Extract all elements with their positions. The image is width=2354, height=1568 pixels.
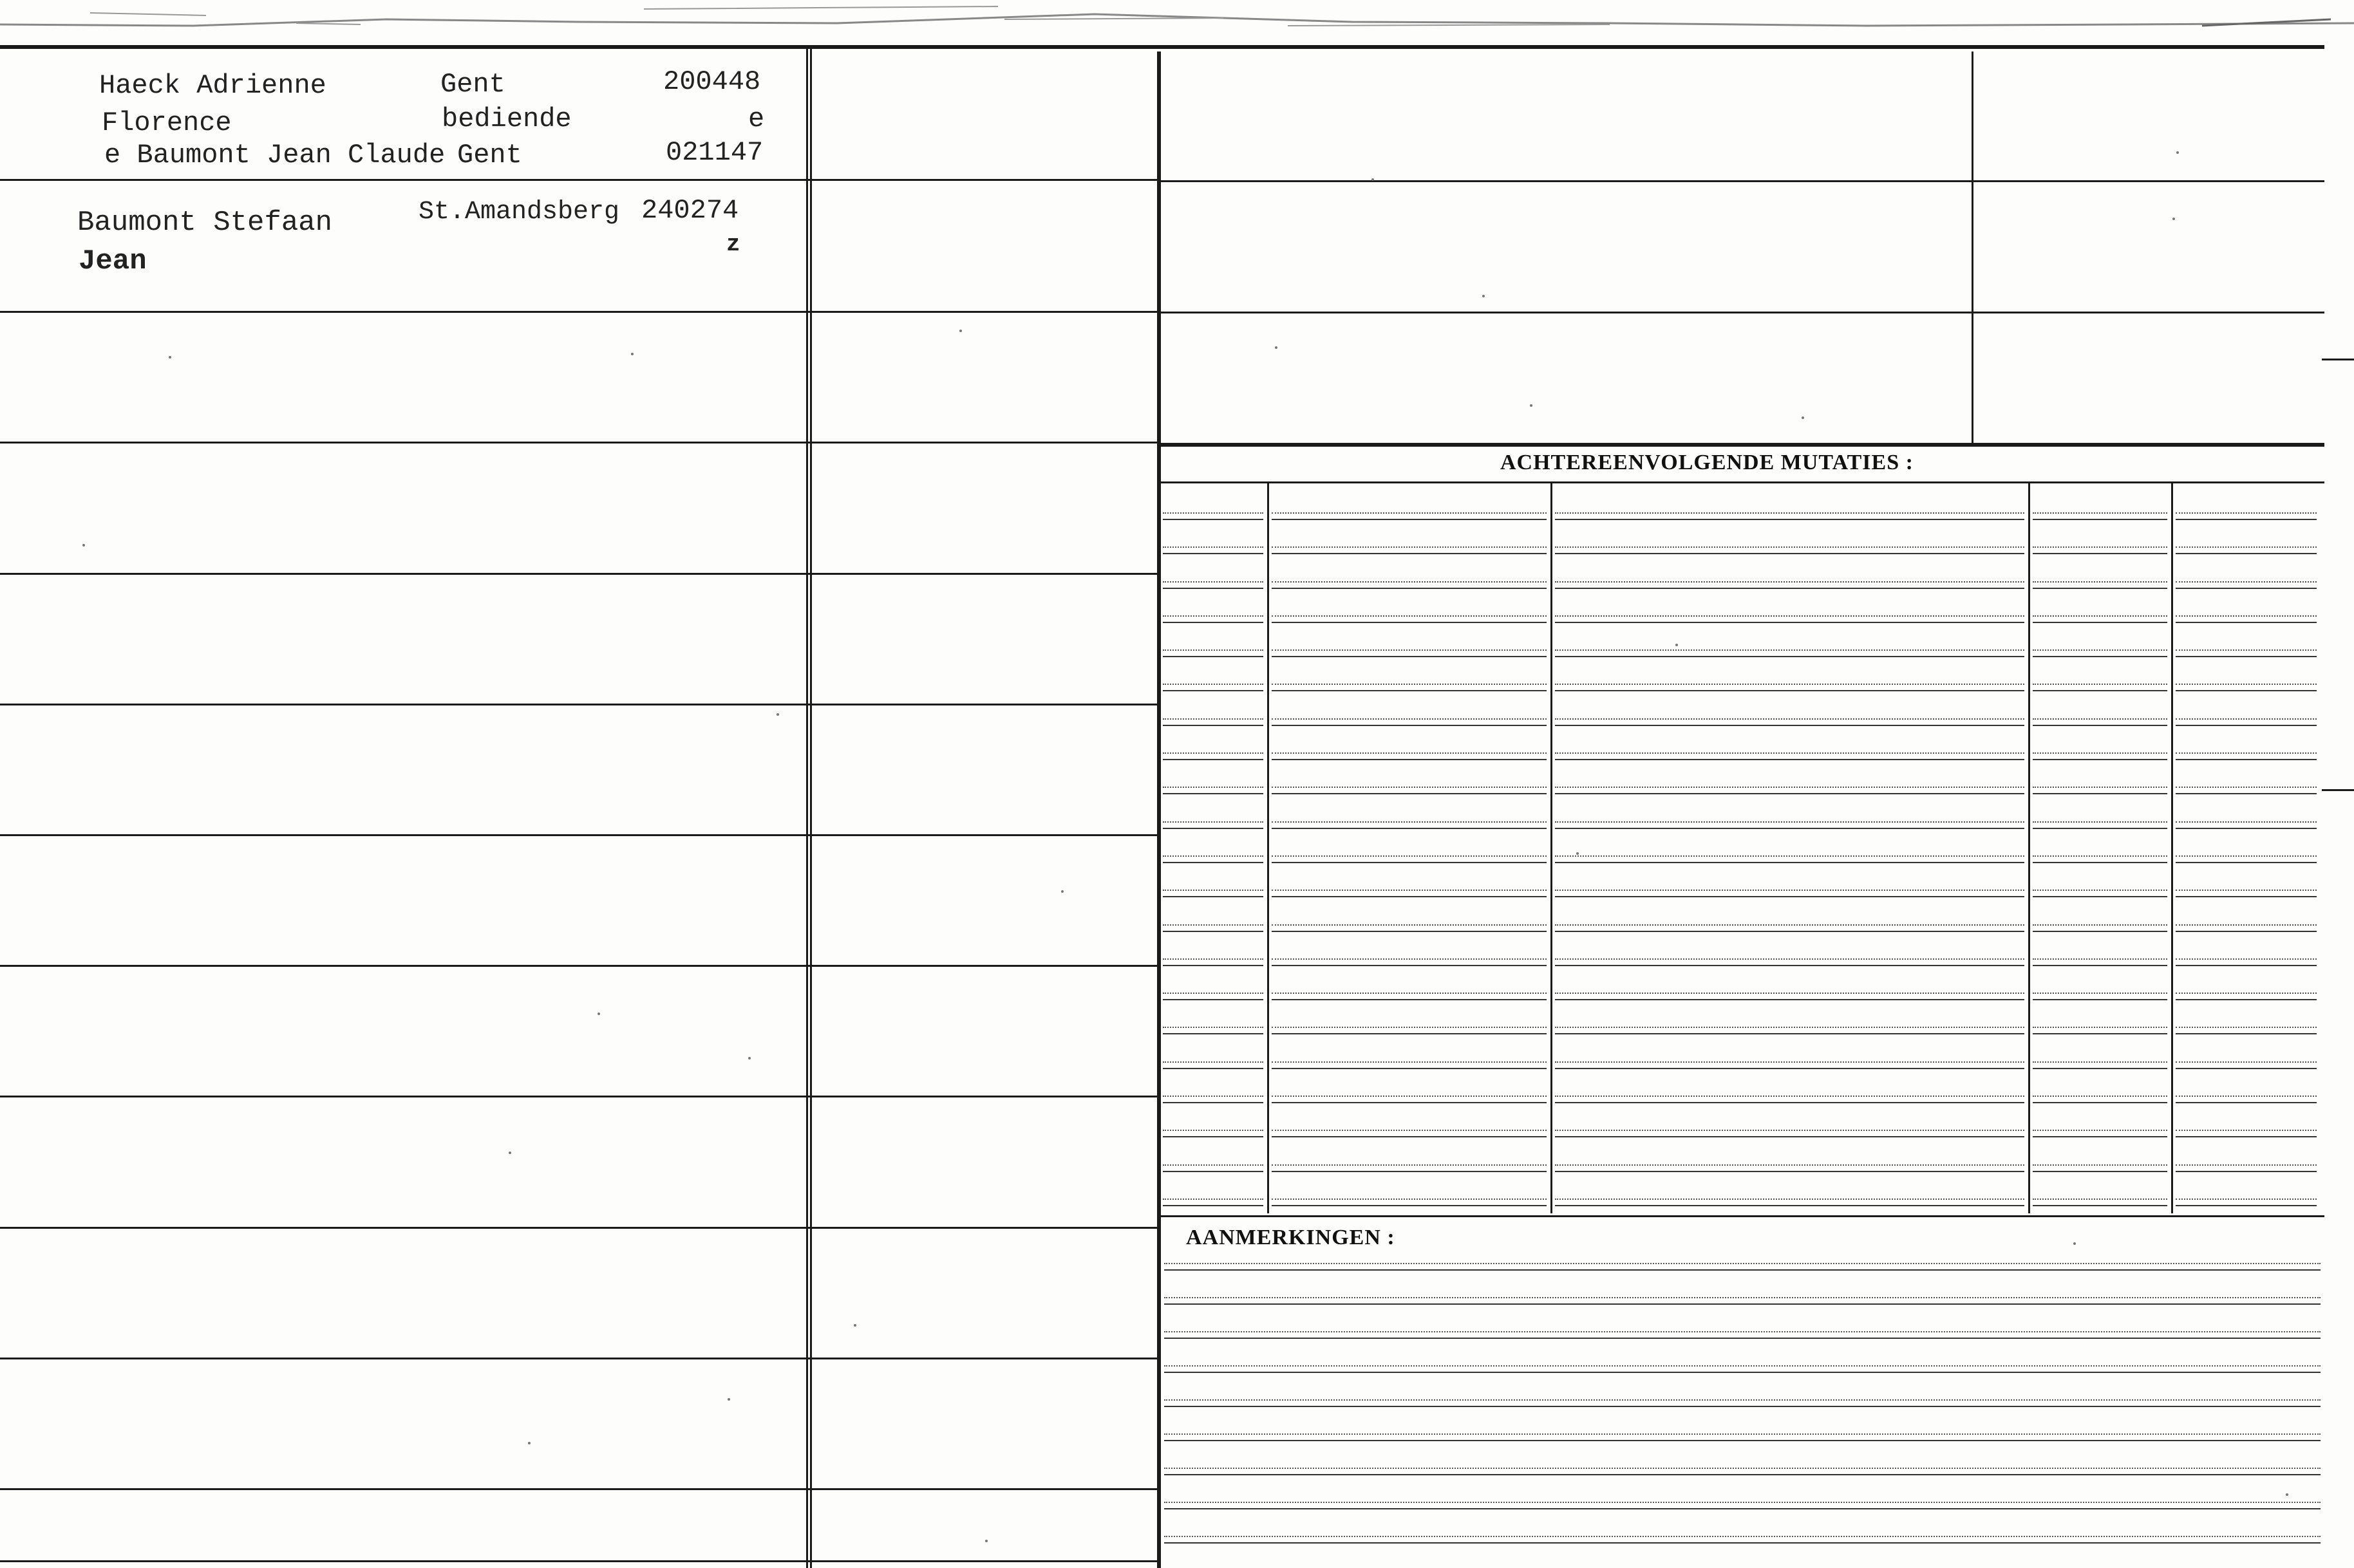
mutaties-ruled-line — [2176, 519, 2317, 520]
mutaties-ruled-line — [1163, 1068, 1263, 1069]
mutaties-dotted-line — [2033, 958, 2167, 960]
mutaties-ruled-line — [1555, 622, 2024, 623]
mutaties-ruled-line — [1163, 1171, 1263, 1172]
mutaties-dotted-line — [2033, 752, 2167, 754]
aanmerkingen-dotted-line — [1164, 1433, 2321, 1435]
mutaties-ruled-line — [1272, 519, 1547, 520]
mutaties-dotted-line — [1272, 615, 1547, 617]
row-rule — [0, 311, 1157, 313]
mutaties-dotted-line — [2033, 1199, 2167, 1200]
mutaties-dotted-line — [1555, 958, 2024, 960]
mutaties-dotted-line — [2176, 1199, 2317, 1200]
mutaties-dotted-line — [2176, 993, 2317, 994]
mutaties-ruled-line — [1163, 896, 1263, 897]
record-1-code-line-2: e — [748, 104, 765, 135]
mutaties-dotted-line — [2033, 1027, 2167, 1028]
record-1-place-line-1: Gent — [440, 69, 505, 100]
mutaties-ruled-line — [1555, 931, 2024, 932]
mutaties-dotted-line — [2033, 546, 2167, 548]
mutaties-dotted-line — [1272, 890, 1547, 891]
mutaties-bottom-rule — [1159, 1215, 2324, 1217]
right-row-rule — [1159, 312, 2324, 313]
mutaties-dotted-line — [2176, 1164, 2317, 1166]
scan-speck — [959, 330, 962, 332]
record-1-name-line-1: Haeck Adrienne — [99, 70, 326, 101]
mutaties-dotted-line — [1555, 821, 2024, 823]
mutaties-dotted-line — [2033, 787, 2167, 788]
mutaties-dotted-line — [2176, 546, 2317, 548]
mutaties-dotted-line — [2033, 1164, 2167, 1166]
mutaties-dotted-line — [1555, 649, 2024, 651]
aanmerkingen-dotted-line — [1164, 1468, 2321, 1469]
record-1-name-line-3: e Baumont Jean Claude — [104, 140, 446, 171]
aanmerkingen-ruled-line — [1164, 1508, 2321, 1509]
mutaties-ruled-line — [1163, 931, 1263, 932]
mutaties-dotted-line — [1163, 581, 1263, 583]
mutaties-dotted-line — [1272, 1164, 1547, 1166]
mutaties-dotted-line — [2176, 1096, 2317, 1097]
aanmerkingen-dotted-line — [1164, 1536, 2321, 1537]
scan-speck — [1530, 404, 1532, 407]
mutaties-ruled-line — [2176, 622, 2317, 623]
mutaties-dotted-line — [1163, 1061, 1263, 1063]
column-divider-3 — [1972, 51, 1973, 444]
row-rule — [0, 834, 1157, 836]
row-rule — [0, 1560, 1157, 1562]
scan-speck — [2172, 218, 2175, 220]
mutaties-ruled-line — [2176, 725, 2317, 726]
mutaties-ruled-line — [2176, 690, 2317, 691]
mutaties-dotted-line — [2176, 1130, 2317, 1131]
mutaties-dotted-line — [1163, 993, 1263, 994]
mutaties-ruled-line — [1163, 656, 1263, 657]
mutaties-dotted-line — [2176, 890, 2317, 891]
scan-speck — [1802, 416, 1804, 419]
scan-speck — [2073, 1242, 2076, 1245]
mutaties-dotted-line — [2033, 718, 2167, 720]
mutaties-dotted-line — [1272, 924, 1547, 926]
mutaties-ruled-line — [1163, 965, 1263, 966]
mutaties-ruled-line — [1555, 656, 2024, 657]
mutaties-dotted-line — [2033, 993, 2167, 994]
aanmerkingen-ruled-line — [1164, 1303, 2321, 1305]
mutaties-dotted-line — [2176, 958, 2317, 960]
mutaties-dotted-line — [1555, 1164, 2024, 1166]
mutaties-ruled-line — [2033, 1102, 2167, 1103]
scan-speck — [777, 713, 779, 716]
row-rule — [0, 179, 1157, 181]
scan-edge-artifact — [0, 0, 2354, 39]
mutaties-ruled-line — [1163, 999, 1263, 1000]
mutaties-ruled-line — [1555, 793, 2024, 794]
mutaties-ruled-line — [1272, 656, 1547, 657]
mutaties-ruled-line — [2033, 862, 2167, 863]
record-1-name-line-2: Florence — [102, 107, 232, 138]
record-2-place: St.Amandsberg — [419, 198, 620, 227]
record-1-code-line-1: 200448 — [663, 66, 761, 97]
mutaties-ruled-line — [2033, 1136, 2167, 1137]
mutaties-ruled-line — [1272, 965, 1547, 966]
mutaties-dotted-line — [1163, 649, 1263, 651]
mutaties-dotted-line — [2176, 1027, 2317, 1028]
mutaties-dotted-line — [1163, 958, 1263, 960]
aanmerkingen-dotted-line — [1164, 1502, 2321, 1503]
mutaties-ruled-line — [1555, 759, 2024, 760]
mutaties-dotted-line — [1272, 1096, 1547, 1097]
mutaties-ruled-line — [1163, 519, 1263, 520]
mutaties-ruled-line — [1555, 690, 2024, 691]
mutaties-ruled-line — [2176, 931, 2317, 932]
mutaties-ruled-line — [1555, 1171, 2024, 1172]
right-row-rule — [1159, 443, 2324, 447]
mutaties-dotted-line — [2033, 1096, 2167, 1097]
mutaties-ruled-line — [2033, 1068, 2167, 1069]
column-divider-2 — [1157, 51, 1161, 1568]
mutaties-col — [2171, 483, 2173, 1213]
mutaties-ruled-line — [2033, 965, 2167, 966]
mutaties-dotted-line — [1163, 855, 1263, 857]
mutaties-dotted-line — [2176, 684, 2317, 685]
mutaties-ruled-line — [1555, 965, 2024, 966]
mutaties-ruled-line — [2033, 656, 2167, 657]
mutaties-dotted-line — [1272, 855, 1547, 857]
mutaties-dotted-line — [1272, 684, 1547, 685]
mutaties-dotted-line — [1272, 546, 1547, 548]
scan-speck — [169, 356, 171, 359]
mutaties-ruled-line — [1555, 828, 2024, 829]
mutaties-ruled-line — [1272, 1136, 1547, 1137]
mutaties-dotted-line — [1555, 1061, 2024, 1063]
mutaties-dotted-line — [1272, 1061, 1547, 1063]
record-2-code-line-1: 240274 — [641, 195, 739, 226]
mutaties-ruled-line — [1272, 931, 1547, 932]
aanmerkingen-ruled-line — [1164, 1474, 2321, 1475]
mutaties-dotted-line — [1163, 1164, 1263, 1166]
row-rule — [0, 965, 1157, 967]
aanmerkingen-heading: AANMERKINGEN : — [1186, 1226, 1395, 1249]
mutaties-ruled-line — [2033, 553, 2167, 554]
mutaties-ruled-line — [2033, 793, 2167, 794]
mutaties-ruled-line — [2033, 588, 2167, 589]
mutaties-dotted-line — [1555, 581, 2024, 583]
right-row-rule — [1159, 180, 2324, 182]
record-1-place-line-2: bediende — [442, 104, 572, 135]
mutaties-ruled-line — [1163, 1205, 1263, 1206]
mutaties-dotted-line — [1555, 1130, 2024, 1131]
mutaties-dotted-line — [2176, 855, 2317, 857]
mutaties-dotted-line — [2033, 924, 2167, 926]
mutaties-col — [2028, 483, 2030, 1213]
mutaties-ruled-line — [1272, 622, 1547, 623]
mutaties-ruled-line — [2033, 828, 2167, 829]
scan-speck — [748, 1057, 751, 1059]
mutaties-ruled-line — [2033, 725, 2167, 726]
scan-speck — [1482, 295, 1485, 297]
mutaties-dotted-line — [1555, 684, 2024, 685]
edge-tick — [2322, 359, 2354, 360]
mutaties-dotted-line — [1555, 546, 2024, 548]
mutaties-ruled-line — [1163, 793, 1263, 794]
mutaties-ruled-line — [2176, 656, 2317, 657]
mutaties-ruled-line — [1163, 759, 1263, 760]
mutaties-dotted-line — [1272, 718, 1547, 720]
column-divider-1 — [806, 45, 808, 1568]
aanmerkingen-ruled-line — [1164, 1542, 2321, 1544]
mutaties-dotted-line — [1272, 512, 1547, 514]
mutaties-ruled-line — [1163, 862, 1263, 863]
mutaties-ruled-line — [2176, 1033, 2317, 1034]
mutaties-dotted-line — [1272, 649, 1547, 651]
mutaties-ruled-line — [1163, 1102, 1263, 1103]
mutaties-ruled-line — [2176, 1205, 2317, 1206]
mutaties-dotted-line — [2033, 821, 2167, 823]
mutaties-dotted-line — [1163, 1027, 1263, 1028]
mutaties-ruled-line — [1272, 793, 1547, 794]
mutaties-dotted-line — [1555, 924, 2024, 926]
scan-speck — [1371, 178, 1374, 181]
mutaties-dotted-line — [2176, 512, 2317, 514]
mutaties-dotted-line — [2176, 821, 2317, 823]
mutaties-ruled-line — [1163, 828, 1263, 829]
mutaties-ruled-line — [2033, 1033, 2167, 1034]
mutaties-col — [1267, 483, 1269, 1213]
mutaties-dotted-line — [1163, 1130, 1263, 1131]
mutaties-dotted-line — [1272, 993, 1547, 994]
mutaties-dotted-line — [1163, 1199, 1263, 1200]
mutaties-dotted-line — [1163, 787, 1263, 788]
scan-speck — [82, 544, 85, 546]
mutaties-dotted-line — [1555, 855, 2024, 857]
mutaties-ruled-line — [2176, 793, 2317, 794]
mutaties-dotted-line — [2176, 787, 2317, 788]
mutaties-ruled-line — [1555, 553, 2024, 554]
mutaties-dotted-line — [1163, 752, 1263, 754]
mutaties-dotted-line — [2176, 718, 2317, 720]
mutaties-ruled-line — [1163, 622, 1263, 623]
mutaties-ruled-line — [1272, 828, 1547, 829]
mutaties-ruled-line — [1555, 519, 2024, 520]
scan-speck — [528, 1442, 531, 1444]
aanmerkingen-dotted-line — [1164, 1399, 2321, 1401]
mutaties-dotted-line — [1163, 1096, 1263, 1097]
mutaties-dotted-line — [1555, 993, 2024, 994]
record-2-code-line-2: z — [726, 231, 740, 257]
mutaties-ruled-line — [1555, 588, 2024, 589]
mutaties-ruled-line — [1272, 1205, 1547, 1206]
row-rule — [0, 1096, 1157, 1097]
mutaties-ruled-line — [2176, 553, 2317, 554]
record-1-code-line-3: 021147 — [666, 137, 764, 168]
mutaties-dotted-line — [1555, 718, 2024, 720]
mutaties-ruled-line — [2176, 965, 2317, 966]
record-2-name-line-2: Jean — [79, 245, 147, 277]
mutaties-dotted-line — [2033, 855, 2167, 857]
mutaties-ruled-line — [1272, 1171, 1547, 1172]
scan-speck — [598, 1013, 600, 1015]
mutaties-ruled-line — [2033, 896, 2167, 897]
mutaties-ruled-line — [2176, 999, 2317, 1000]
aanmerkingen-ruled-line — [1164, 1372, 2321, 1373]
mutaties-ruled-line — [2176, 862, 2317, 863]
mutaties-ruled-line — [1555, 1205, 2024, 1206]
aanmerkingen-ruled-line — [1164, 1269, 2321, 1271]
mutaties-dotted-line — [1555, 512, 2024, 514]
aanmerkingen-dotted-line — [1164, 1263, 2321, 1264]
mutaties-col — [1550, 483, 1552, 1213]
mutaties-ruled-line — [1163, 588, 1263, 589]
mutaties-ruled-line — [2176, 1171, 2317, 1172]
scan-speck — [1675, 644, 1678, 646]
record-1-place-line-3: Gent — [457, 140, 522, 171]
mutaties-dotted-line — [2033, 649, 2167, 651]
mutaties-dotted-line — [1272, 787, 1547, 788]
mutaties-ruled-line — [2176, 759, 2317, 760]
scan-speck — [1576, 852, 1579, 855]
mutaties-dotted-line — [1555, 752, 2024, 754]
mutaties-ruled-line — [2176, 896, 2317, 897]
edge-tick — [2322, 789, 2354, 791]
mutaties-dotted-line — [1272, 581, 1547, 583]
mutaties-dotted-line — [1272, 752, 1547, 754]
aanmerkingen-ruled-line — [1164, 1440, 2321, 1441]
mutaties-ruled-line — [2033, 690, 2167, 691]
mutaties-ruled-line — [1272, 690, 1547, 691]
record-2-name-line-1: Baumont Stefaan — [77, 207, 333, 239]
mutaties-dotted-line — [1163, 684, 1263, 685]
mutaties-ruled-line — [2033, 999, 2167, 1000]
row-rule — [0, 442, 1157, 443]
mutaties-ruled-line — [1163, 725, 1263, 726]
mutaties-ruled-line — [1272, 725, 1547, 726]
row-rule — [0, 1358, 1157, 1359]
mutaties-ruled-line — [1555, 1068, 2024, 1069]
mutaties-dotted-line — [2033, 512, 2167, 514]
row-rule — [0, 704, 1157, 705]
mutaties-dotted-line — [1555, 1027, 2024, 1028]
scan-speck — [728, 1398, 730, 1401]
column-divider-1b — [810, 45, 812, 1568]
mutaties-ruled-line — [2176, 1102, 2317, 1103]
aanmerkingen-dotted-line — [1164, 1331, 2321, 1332]
mutaties-ruled-line — [1163, 553, 1263, 554]
mutaties-dotted-line — [1163, 718, 1263, 720]
mutaties-heading: ACHTEREENVOLGENDE MUTATIES : — [1500, 451, 1914, 474]
aanmerkingen-ruled-line — [1164, 1406, 2321, 1407]
mutaties-ruled-line — [1272, 553, 1547, 554]
mutaties-dotted-line — [1555, 1199, 2024, 1200]
mutaties-ruled-line — [1272, 1102, 1547, 1103]
mutaties-ruled-line — [2033, 759, 2167, 760]
mutaties-ruled-line — [2033, 1205, 2167, 1206]
mutaties-dotted-line — [1555, 615, 2024, 617]
mutaties-dotted-line — [1555, 1096, 2024, 1097]
mutaties-dotted-line — [2176, 615, 2317, 617]
mutaties-ruled-line — [1272, 862, 1547, 863]
mutaties-dotted-line — [2033, 1061, 2167, 1063]
mutaties-dotted-line — [1163, 924, 1263, 926]
mutaties-ruled-line — [2033, 931, 2167, 932]
scan-speck — [509, 1152, 511, 1154]
mutaties-ruled-line — [1163, 1136, 1263, 1137]
mutaties-dotted-line — [1163, 546, 1263, 548]
mutaties-dotted-line — [2176, 649, 2317, 651]
top-rule — [0, 45, 2324, 49]
mutaties-dotted-line — [1163, 890, 1263, 891]
mutaties-dotted-line — [1272, 1199, 1547, 1200]
aanmerkingen-dotted-line — [1164, 1297, 2321, 1298]
mutaties-dotted-line — [1555, 787, 2024, 788]
mutaties-ruled-line — [1555, 896, 2024, 897]
mutaties-dotted-line — [2176, 924, 2317, 926]
mutaties-dotted-line — [2033, 581, 2167, 583]
mutaties-dotted-line — [2176, 1061, 2317, 1063]
mutaties-ruled-line — [1555, 862, 2024, 863]
mutaties-ruled-line — [1555, 725, 2024, 726]
mutaties-ruled-line — [2176, 1136, 2317, 1137]
mutaties-ruled-line — [1272, 896, 1547, 897]
mutaties-dotted-line — [2176, 581, 2317, 583]
mutaties-ruled-line — [2176, 1068, 2317, 1069]
mutaties-ruled-line — [1272, 1033, 1547, 1034]
row-rule — [0, 1227, 1157, 1229]
mutaties-ruled-line — [1555, 1102, 2024, 1103]
mutaties-dotted-line — [1272, 958, 1547, 960]
mutaties-ruled-line — [2176, 588, 2317, 589]
mutaties-ruled-line — [1555, 1033, 2024, 1034]
scan-speck — [1275, 346, 1277, 349]
mutaties-dotted-line — [1272, 821, 1547, 823]
row-rule — [0, 1488, 1157, 1490]
scan-speck — [985, 1540, 988, 1542]
mutaties-ruled-line — [1163, 1033, 1263, 1034]
mutaties-dotted-line — [2033, 684, 2167, 685]
aanmerkingen-dotted-line — [1164, 1365, 2321, 1367]
mutaties-ruled-line — [1163, 690, 1263, 691]
mutaties-ruled-line — [1272, 588, 1547, 589]
row-rule — [0, 573, 1157, 575]
mutaties-dotted-line — [2176, 752, 2317, 754]
scan-speck — [631, 353, 634, 355]
mutaties-ruled-line — [1555, 1136, 2024, 1137]
mutaties-ruled-line — [1272, 759, 1547, 760]
mutaties-ruled-line — [1272, 1068, 1547, 1069]
mutaties-dotted-line — [1272, 1027, 1547, 1028]
mutaties-dotted-line — [2033, 1130, 2167, 1131]
scan-speck — [2286, 1493, 2288, 1496]
scan-speck — [854, 1324, 856, 1327]
mutaties-ruled-line — [2033, 1171, 2167, 1172]
scan-speck — [2176, 151, 2179, 154]
mutaties-dotted-line — [2033, 890, 2167, 891]
scan-speck — [1061, 890, 1064, 893]
mutaties-ruled-line — [1555, 999, 2024, 1000]
mutaties-header-rule — [1159, 481, 2324, 483]
mutaties-dotted-line — [2033, 615, 2167, 617]
mutaties-dotted-line — [1163, 512, 1263, 514]
mutaties-dotted-line — [1272, 1130, 1547, 1131]
mutaties-dotted-line — [1555, 890, 2024, 891]
mutaties-dotted-line — [1163, 821, 1263, 823]
mutaties-ruled-line — [2176, 828, 2317, 829]
mutaties-ruled-line — [2033, 519, 2167, 520]
mutaties-ruled-line — [1272, 999, 1547, 1000]
mutaties-dotted-line — [1163, 615, 1263, 617]
mutaties-ruled-line — [2033, 622, 2167, 623]
aanmerkingen-ruled-line — [1164, 1338, 2321, 1339]
